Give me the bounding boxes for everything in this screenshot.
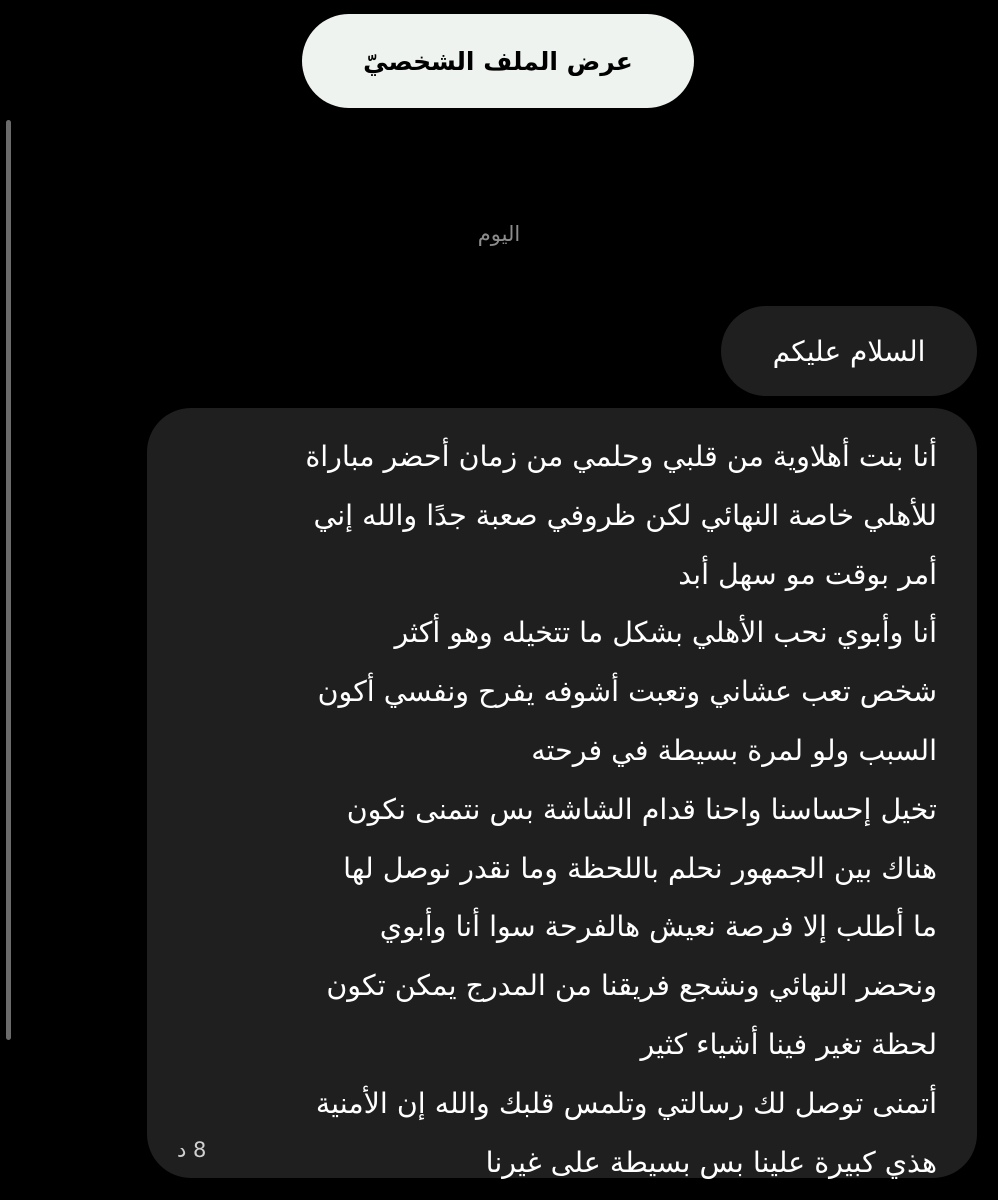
message-line: شخص تعب عشاني وتعبت أشوفه يفرح ونفسي أكون (317, 675, 937, 709)
message-bubble-long[interactable] (147, 408, 977, 1178)
message-line: أتمنى توصل لك رسالتي وتلمس قلبك والله إن الأمنية (315, 1086, 937, 1120)
message-line: هذي كبيرة علينا بس بسيطة على غيرنا (485, 1145, 937, 1179)
message-line: للأهلي خاصة النهائي لكن ظروفي صعبة جدًا والله إني (313, 498, 937, 532)
scrollbar[interactable] (6, 120, 11, 1040)
message-line: أمر بوقت مو سهل أبد (678, 557, 937, 591)
message-bubble-greeting[interactable] (721, 306, 977, 396)
date-divider: اليوم (477, 222, 521, 246)
message-text: السلام عليكم (772, 334, 926, 368)
message-line: هناك بين الجمهور نحلم باللحظة وما نقدر نوصل لها (343, 851, 937, 885)
message-timestamp: 8 د (177, 1138, 207, 1162)
message-line: السبب ولو لمرة بسيطة في فرحته (531, 733, 937, 767)
view-profile-button[interactable]: عرض الملف الشخصيّ (302, 14, 694, 108)
message-line: ونحضر النهائي ونشجع فريقنا من المدرج يمكن تكون (326, 969, 937, 1003)
message-line: لحظة تغير فينا أشياء كثير (640, 1027, 937, 1061)
message-line: أنا بنت أهلاوية من قلبي وحلمي من زمان أحضر مباراة (305, 440, 937, 473)
message-line: تخيل إحساسنا واحنا قدام الشاشة بس نتمنى نكون (346, 792, 937, 826)
message-line: أنا وأبوي نحب الأهلي بشكل ما تتخيله وهو أكثر (394, 616, 937, 650)
message-line: ما أطلب إلا فرصة نعيش هالفرحة سوا أنا وأبوي (379, 910, 937, 944)
